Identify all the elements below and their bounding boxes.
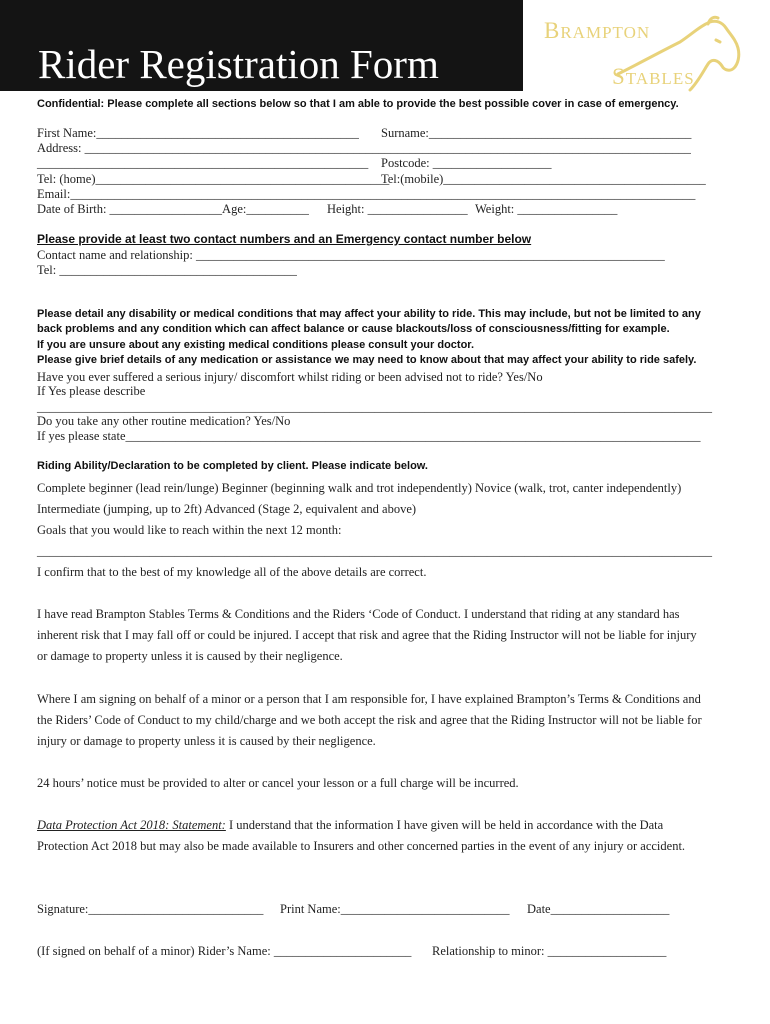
medical-note-3: If you are unsure about any existing medical conditions please consult your doctor. — [37, 339, 475, 351]
tel-home-field[interactable]: Tel: (home)_______________________________________________ — [37, 172, 390, 186]
dpa-text: I understand that the information I have given will be held in accordance with the Data — [225, 818, 664, 832]
svg-text:STABLES: STABLES — [612, 64, 695, 89]
contact-heading: Please provide at least two contact numbers and an Emergency contact number below — [37, 232, 532, 246]
contact-name-field[interactable]: Contact name and relationship: ___________________________________________________________________________ — [37, 248, 665, 262]
email-field[interactable]: Email:____________________________________________________________________________________________________ — [37, 187, 696, 201]
notice-statement: 24 hours’ notice must be provided to alter or cancel your lesson or a full charge will be incurred. — [37, 776, 519, 790]
goals-label: Goals that you would like to reach within the next 12 month: — [37, 523, 342, 537]
page-title: Rider Registration Form — [38, 41, 439, 87]
ability-levels-row-1[interactable]: Complete beginner (lead rein/lunge) Beginner (beginning walk and trot independently) Novice (walk, trot, canter independently) — [37, 481, 682, 495]
medical-note-1: Please detail any disability or medical conditions that may affect your ability to ride. This may include, but not be limited to any — [37, 308, 701, 320]
terms-paragraph-1-line-2: inherent risk that I may fall off or could be injured. I accept that risk and agree that the Riding Instructor will not be liable for injury — [37, 628, 697, 642]
terms-paragraph-2-line-1: Where I am signing on behalf of a minor or a person that I am responsible for, I have explained Brampton’s Terms & Conditions and — [37, 692, 701, 706]
ability-levels-row-2[interactable]: Intermediate (jumping, up to 2ft) Advanced (Stage 2, equivalent and above) — [37, 502, 417, 516]
date-field[interactable]: Date___________________ — [527, 902, 670, 916]
address-line-2-field[interactable]: _____________________________________________________ — [37, 156, 369, 170]
tel-mobile-field[interactable]: Tel:(mobile)__________________________________________ — [381, 172, 706, 186]
svg-text:BRAMPTON: BRAMPTON — [544, 18, 651, 43]
medication-state-field[interactable]: If yes please state____________________________________________________________________________________________ — [37, 429, 701, 443]
print-name-field[interactable]: Print Name:___________________________ — [280, 902, 510, 916]
first-name-field[interactable]: First Name:__________________________________________ — [37, 126, 359, 140]
height-field[interactable]: Height: ________________ — [327, 202, 468, 216]
dpa-line-2: Protection Act 2018 but may also be made available to Insurers and other concerned parties in the event of any injury or accident. — [37, 839, 686, 853]
terms-paragraph-2-line-2: the Riders’ Code of Conduct to my child/charge and we both accept the risk and agree that the Riding Instructor will not be liable for — [37, 713, 702, 727]
injury-describe-field[interactable]: ____________________________________________________________________________________________________________ — [37, 400, 712, 414]
signature-field[interactable]: Signature:____________________________ — [37, 902, 264, 916]
relationship-field[interactable]: Relationship to minor: ___________________ — [432, 944, 667, 958]
dpa-line-1 — [37, 818, 663, 833]
terms-paragraph-1-line-1: I have read Brampton Stables Terms & Conditions and the Riders ‘Code of Conduct. I understand that riding at any standard has — [37, 607, 680, 621]
goals-field[interactable]: ____________________________________________________________________________________________________________ — [37, 544, 712, 558]
horse-head-icon — [540, 12, 745, 94]
dpa-label: Data Protection Act 2018: Statement: — [37, 818, 226, 832]
medical-note-4: Please give brief details of any medication or assistance we may need to know about that may affect your ability to ride safely. — [37, 354, 697, 366]
confidential-note: Confidential: Please complete all sections below so that I am able to provide the best possible cover in case of emergency. — [37, 98, 679, 110]
injury-describe-label: If Yes please describe — [37, 384, 146, 398]
dob-age-field[interactable]: Date of Birth: __________________Age:__________ — [37, 202, 309, 216]
minor-rider-name-field[interactable]: (If signed on behalf of a minor) Rider’s Name: ______________________ — [37, 944, 412, 958]
medical-note-2: back problems and any condition which can affect balance or cause blackouts/loss of consciousness/fitting for example. — [37, 323, 670, 335]
medication-question[interactable]: Do you take any other routine medication? Yes/No — [37, 414, 291, 428]
surname-field[interactable]: Surname:__________________________________________ — [381, 126, 692, 140]
injury-question[interactable]: Have you ever suffered a serious injury/ discomfort whilst riding or been advised not to ride? Yes/No — [37, 370, 543, 384]
confirm-statement: I confirm that to the best of my knowledge all of the above details are correct. — [37, 565, 427, 579]
terms-paragraph-2-line-3: injury or damage to property unless it is caused by their negligence. — [37, 734, 376, 748]
postcode-field[interactable]: Postcode: ___________________ — [381, 156, 552, 170]
address-field[interactable]: Address: _________________________________________________________________________________________________ — [37, 141, 691, 155]
weight-field[interactable]: Weight: ________________ — [475, 202, 618, 216]
terms-paragraph-1-line-3: or damage to property unless it is caused by their negligence. — [37, 649, 343, 663]
brampton-stables-logo — [540, 12, 745, 94]
ability-heading: Riding Ability/Declaration to be completed by client. Please indicate below. — [37, 460, 428, 472]
contact-tel-field[interactable]: Tel: ______________________________________ — [37, 263, 297, 277]
